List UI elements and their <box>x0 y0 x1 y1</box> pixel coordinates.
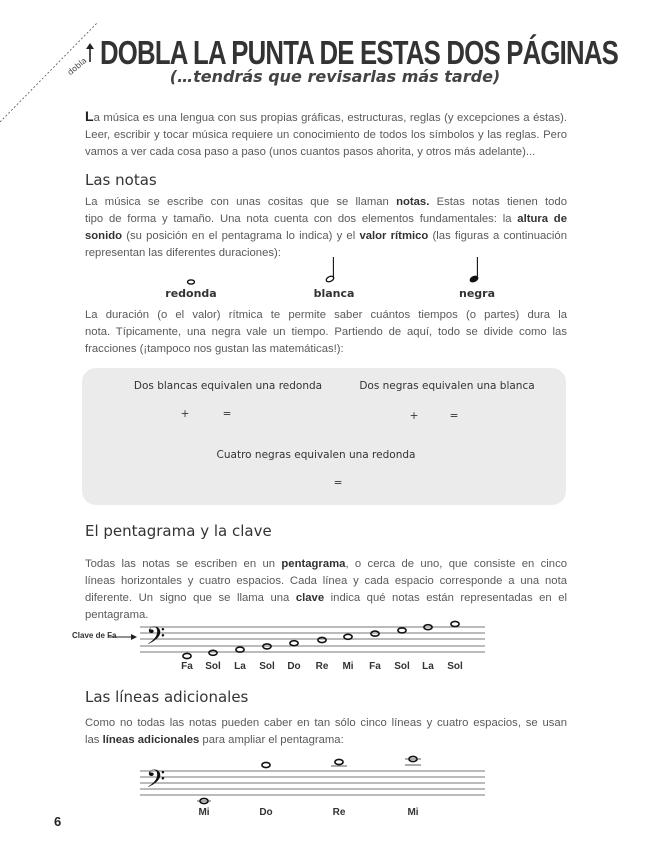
whole-note-icon <box>371 631 379 636</box>
text-segment: fracciones (¡tampoco nos gustan las matemáticas!): <box>85 343 344 355</box>
text-segment: Estas notas tienen todo <box>429 196 567 208</box>
whole-note-icon <box>188 280 195 284</box>
fold-dashed-line <box>0 22 98 122</box>
whole-note-icon <box>344 634 352 639</box>
plus-sign: + <box>409 410 419 422</box>
text-segment: (su posición en el pentagrama lo indica) y el <box>122 230 360 242</box>
note-name-label: Sol <box>205 661 221 672</box>
text-line <box>85 228 567 245</box>
text-segment: representan las diferentes duraciones): <box>85 247 281 259</box>
intro-paragraph <box>85 108 567 161</box>
equals-sign: = <box>222 408 232 420</box>
text-line <box>85 307 567 324</box>
fold-label: dobla <box>65 55 89 78</box>
page-number: 6 <box>54 814 62 829</box>
text-line <box>85 194 567 211</box>
heading-pentagrama: El pentagrama y la clave <box>85 522 272 540</box>
heading-las-notas: Las notas <box>85 171 157 189</box>
note-name-label: Fa <box>369 661 381 672</box>
note-name-label: Fa <box>181 661 193 672</box>
text-segment: (las figuras a continuación <box>428 230 567 242</box>
text-line <box>85 341 567 358</box>
note-name-label: Sol <box>394 661 410 672</box>
pentagrama-paragraph <box>85 556 567 624</box>
text-line <box>85 144 567 161</box>
label-blanca: blanca <box>313 287 355 300</box>
note-name-label: Re <box>332 807 346 818</box>
page-title: DOBLA LA PUNTA DE ESTAS DOS PÁGINAS <box>100 34 619 71</box>
text-segment: indica qué notas están representadas en el <box>324 592 567 604</box>
whole-note-icon <box>262 762 270 767</box>
notas-paragraph <box>85 194 567 262</box>
text-segment: diferente. Un signo que se llama una <box>85 592 296 604</box>
text-line <box>85 556 567 573</box>
note-name-label: Sol <box>259 661 275 672</box>
text-line <box>85 732 567 749</box>
note-name-label: Do <box>287 661 301 672</box>
text-segment: líneas horizontales y cuatro espacios. Cada línea y cada espacio corresponde a una nota <box>85 575 567 587</box>
bold-term: clave <box>295 592 325 604</box>
text-segment: Como no todas las notas pueden caber en tan sólo cinco líneas y cuatro espacios, se usan <box>85 717 567 729</box>
text-segment: a música es una lengua con sus propias gráficas, estructuras, reglas (y excepciones a éstas). <box>93 112 567 124</box>
note-name-label: Mi <box>342 661 354 672</box>
caption-two-halves: Dos blancas equivalen una redonda <box>133 380 323 392</box>
bold-term: notas. <box>396 196 430 208</box>
bold-term: pentagrama <box>281 558 346 570</box>
whole-note-icon <box>209 650 217 655</box>
text-line <box>85 127 567 144</box>
text-segment: , o cerca de uno, que consiste en cinco <box>345 558 567 570</box>
note-name-label: Re <box>315 661 329 672</box>
up-arrow-head-icon <box>86 43 94 49</box>
clef-label: Clave de Fa <box>72 631 117 640</box>
equals-sign: = <box>333 477 343 489</box>
text-segment: Todas las notas se escriben en un <box>85 558 282 570</box>
whole-note-icon <box>398 628 406 633</box>
text-segment: las <box>85 734 103 746</box>
text-line <box>85 590 567 607</box>
text-line <box>85 108 567 127</box>
page-subtitle: (…tendrás que revisarlas más tarde) <box>169 67 501 86</box>
text-segment: para ampliar el pentagrama: <box>199 734 344 746</box>
caption-four-quarters: Cuatro negras equivalen una redonda <box>216 449 416 461</box>
text-segment: tipo de forma y tamaño. Una nota cuenta con dos elementos fundamentales: la <box>85 213 518 225</box>
whole-note-icon <box>335 759 343 764</box>
text-segment: La música se escribe con unas cositas que se llaman <box>85 196 397 208</box>
adicionales-paragraph <box>85 715 567 749</box>
whole-note-icon <box>318 637 326 642</box>
plus-sign: + <box>180 408 190 420</box>
caption-two-quarters: Dos negras equivalen una blanca <box>359 380 535 392</box>
label-negra: negra <box>458 287 496 300</box>
whole-note-icon <box>290 641 298 646</box>
bold-term: sonido <box>85 230 123 242</box>
bold-term: altura de <box>517 213 567 225</box>
text-segment: Leer, escribir y tocar música requiere un conocimiento de todos los símbolos y las reglas. Pero <box>85 129 567 141</box>
text-segment: pentagrama. <box>85 609 149 621</box>
text-segment: vamos a ver cada cosa paso a paso (unos cuantos pasos ahorita, y otros más adelante)... <box>85 146 536 158</box>
duracion-paragraph <box>85 307 567 358</box>
text-segment: nota. Típicamente, una negra vale un tiempo. Partiendo de aquí, todo se divide como las <box>85 326 567 338</box>
note-name-label: Mi <box>198 807 210 818</box>
note-name-label: La <box>422 661 434 672</box>
text-line <box>85 245 567 262</box>
bass-clef-icon: 𝄢 <box>146 765 166 800</box>
whole-note-icon <box>236 647 244 652</box>
text-segment: La duración (o el valor) rítmica te permite saber cuántos tiempos (o partes) dura la <box>85 309 567 321</box>
text-line <box>85 573 567 590</box>
note-name-label: Do <box>259 807 273 818</box>
label-redonda: redonda <box>165 287 217 300</box>
text-line <box>85 607 567 624</box>
bass-clef-icon: 𝄢 <box>146 622 166 657</box>
whole-note-icon <box>183 653 191 658</box>
equals-sign: = <box>449 410 459 422</box>
heading-lineas-adicionales: Las líneas adicionales <box>85 688 249 706</box>
note-name-label: La <box>234 661 246 672</box>
note-name-label: Sol <box>447 661 463 672</box>
note-name-label: Mi <box>407 807 419 818</box>
bold-term: líneas adicionales <box>102 734 200 746</box>
arrow-head-icon <box>131 634 137 640</box>
text-line <box>85 211 567 228</box>
text-line <box>85 324 567 341</box>
text-segment: L <box>85 108 94 124</box>
bold-term: valor rítmico <box>359 230 429 242</box>
text-line <box>85 715 567 732</box>
